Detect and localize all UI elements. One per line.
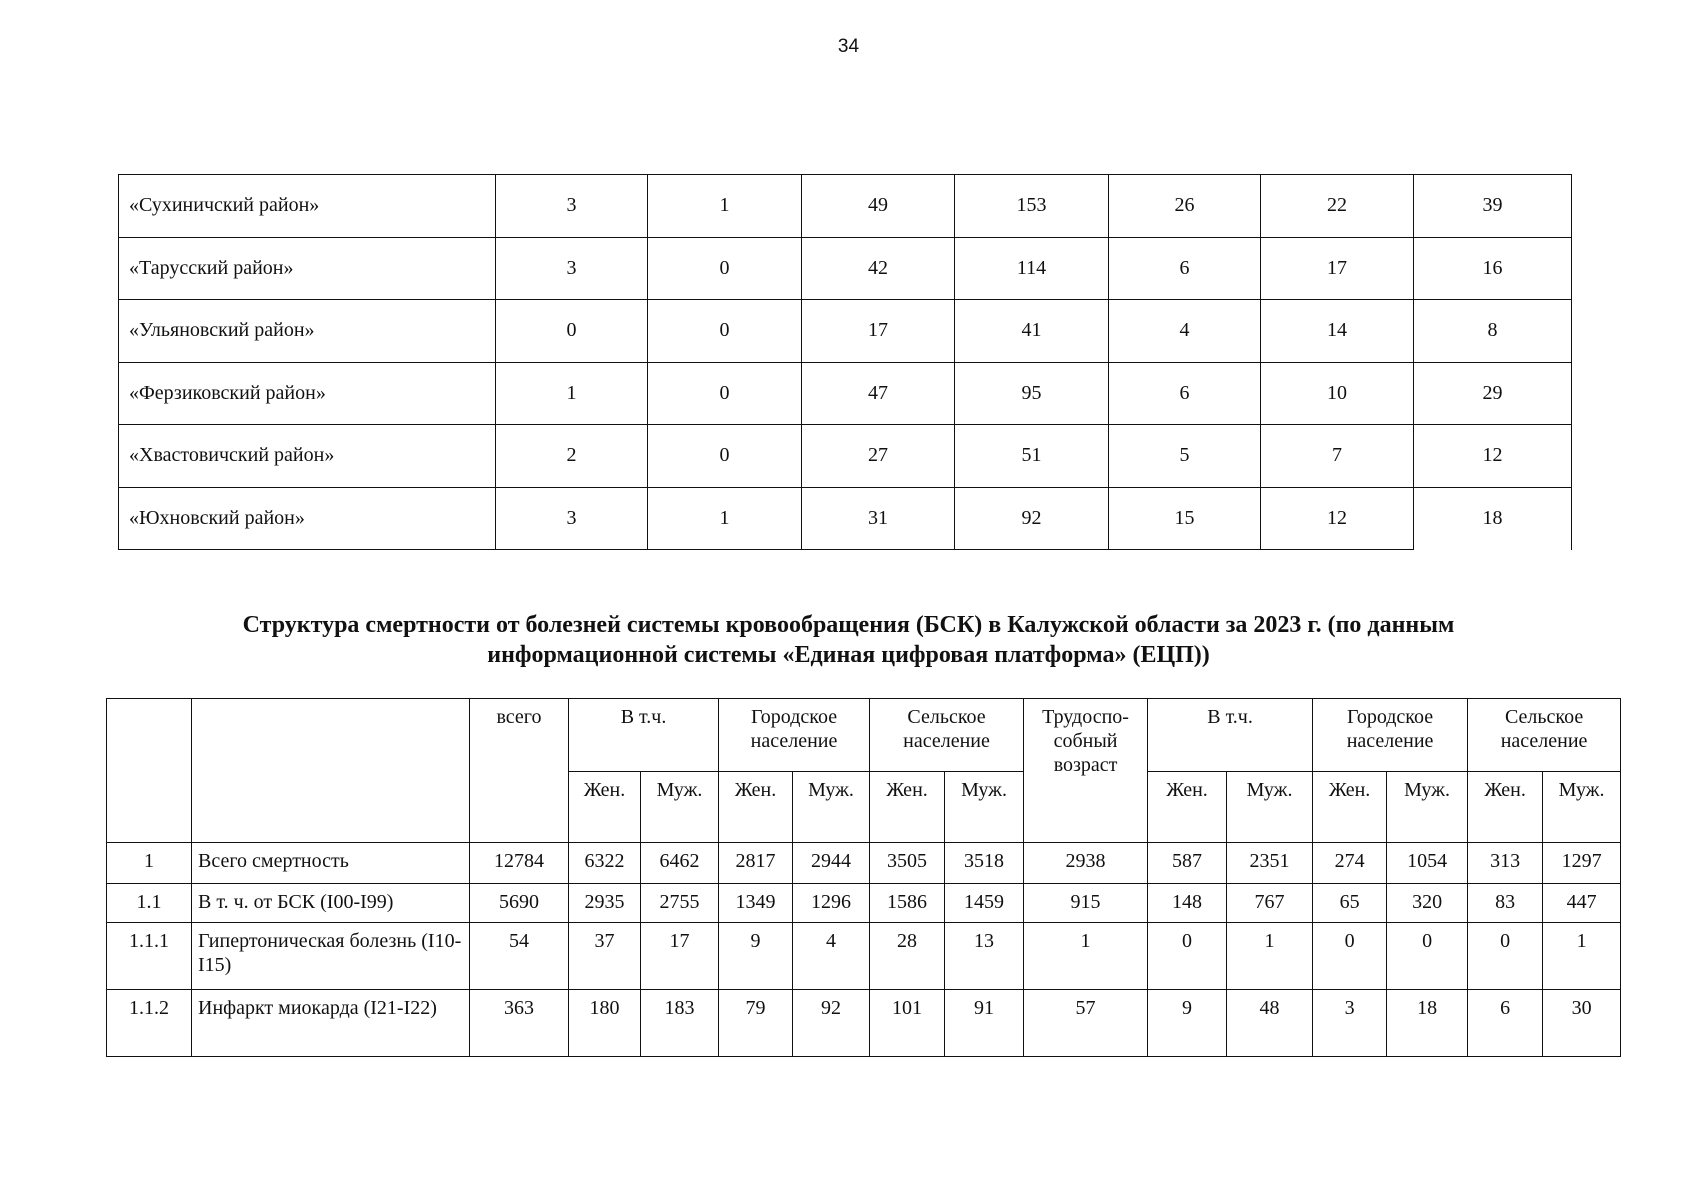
header-men: Муж. bbox=[1387, 772, 1468, 843]
row-label: Всего смертность bbox=[192, 843, 470, 884]
table-row bbox=[119, 300, 1572, 363]
header-men: Муж. bbox=[1227, 772, 1313, 843]
header-men: Муж. bbox=[641, 772, 719, 843]
table-row bbox=[107, 923, 1621, 990]
row-number: 1.1.2 bbox=[107, 990, 192, 1057]
header-men: Муж. bbox=[793, 772, 870, 843]
header-incl-2: В т.ч. bbox=[1148, 699, 1313, 772]
row-number: 1.1 bbox=[107, 884, 192, 923]
table-row bbox=[119, 175, 1572, 238]
table-cell: 12784 bbox=[470, 843, 569, 884]
header-women: Жен. bbox=[1468, 772, 1543, 843]
table-cell: 0 bbox=[496, 300, 648, 363]
table-cell: 0 bbox=[648, 425, 802, 488]
table-cell: 1 bbox=[1227, 923, 1313, 990]
header-women: Жен. bbox=[1313, 772, 1387, 843]
table-cell: 51 bbox=[955, 425, 1109, 488]
table-cell: 3 bbox=[1313, 990, 1387, 1057]
table-cell: 153 bbox=[955, 175, 1109, 238]
district-name: «Ульяновский район» bbox=[119, 300, 496, 363]
table-row bbox=[107, 843, 1621, 884]
table-cell: 183 bbox=[641, 990, 719, 1057]
table-cell: 26 bbox=[1109, 175, 1261, 238]
table-cell: 1 bbox=[1543, 923, 1621, 990]
table-cell: 4 bbox=[1109, 300, 1261, 363]
header-empty-num bbox=[107, 699, 192, 843]
header-women: Жен. bbox=[1148, 772, 1227, 843]
district-table bbox=[118, 174, 1572, 550]
table-cell: 180 bbox=[569, 990, 641, 1057]
table-cell: 12 bbox=[1414, 425, 1572, 488]
table-row bbox=[119, 487, 1572, 550]
table-cell: 0 bbox=[1468, 923, 1543, 990]
title-line-1: Структура смертности от болезней системы кровообращения (БСК) в Калужской области за 2023 г. (по данным bbox=[242, 612, 1455, 638]
table-cell: 27 bbox=[802, 425, 955, 488]
header-total: всего bbox=[470, 699, 569, 843]
table-cell: 3 bbox=[496, 175, 648, 238]
district-name: «Юхновский район» bbox=[119, 487, 496, 550]
table-cell: 363 bbox=[470, 990, 569, 1057]
table-cell: 6322 bbox=[569, 843, 641, 884]
table-cell: 17 bbox=[1261, 237, 1414, 300]
table-cell: 0 bbox=[648, 237, 802, 300]
table-cell: 0 bbox=[648, 300, 802, 363]
header-incl: В т.ч. bbox=[569, 699, 719, 772]
table-row bbox=[107, 884, 1621, 923]
table-cell: 54 bbox=[470, 923, 569, 990]
table-cell: 48 bbox=[1227, 990, 1313, 1057]
table-cell: 0 bbox=[1313, 923, 1387, 990]
table-cell: 47 bbox=[802, 362, 955, 425]
table-cell: 1 bbox=[496, 362, 648, 425]
table-cell: 274 bbox=[1313, 843, 1387, 884]
row-number: 1 bbox=[107, 843, 192, 884]
table-cell: 0 bbox=[648, 362, 802, 425]
table-cell: 29 bbox=[1414, 362, 1572, 425]
row-label: Гипертоническая болезнь (I10-I15) bbox=[192, 923, 470, 990]
table-cell: 8 bbox=[1414, 300, 1572, 363]
table-cell: 15 bbox=[1109, 487, 1261, 550]
table-cell: 6 bbox=[1468, 990, 1543, 1057]
table-cell: 49 bbox=[802, 175, 955, 238]
table-cell: 9 bbox=[719, 923, 793, 990]
table-cell: 2351 bbox=[1227, 843, 1313, 884]
table-cell: 148 bbox=[1148, 884, 1227, 923]
table-cell: 2944 bbox=[793, 843, 870, 884]
district-name: «Хвастовичский район» bbox=[119, 425, 496, 488]
table-cell: 12 bbox=[1261, 487, 1414, 550]
header-urban-2: Городское население bbox=[1313, 699, 1468, 772]
header-working-age: Трудоспо-собный возраст bbox=[1024, 699, 1148, 843]
table-cell: 14 bbox=[1261, 300, 1414, 363]
table-cell: 10 bbox=[1261, 362, 1414, 425]
table-cell: 1349 bbox=[719, 884, 793, 923]
district-name: «Сухиничский район» bbox=[119, 175, 496, 238]
table-cell: 1 bbox=[648, 175, 802, 238]
header-women: Жен. bbox=[719, 772, 793, 843]
table-cell: 17 bbox=[641, 923, 719, 990]
table-cell: 447 bbox=[1543, 884, 1621, 923]
table-cell: 95 bbox=[955, 362, 1109, 425]
table-cell: 6 bbox=[1109, 237, 1261, 300]
header-women: Жен. bbox=[569, 772, 641, 843]
table-cell: 320 bbox=[1387, 884, 1468, 923]
table-cell: 3 bbox=[496, 487, 648, 550]
table-cell: 37 bbox=[569, 923, 641, 990]
table-cell: 5690 bbox=[470, 884, 569, 923]
row-label: В т. ч. от БСК (I00-I99) bbox=[192, 884, 470, 923]
row-number: 1.1.1 bbox=[107, 923, 192, 990]
table-row bbox=[107, 990, 1621, 1057]
table-cell: 1586 bbox=[870, 884, 945, 923]
table-cell: 30 bbox=[1543, 990, 1621, 1057]
table-cell: 92 bbox=[955, 487, 1109, 550]
district-name: «Тарусский район» bbox=[119, 237, 496, 300]
table-cell: 2935 bbox=[569, 884, 641, 923]
table-cell: 18 bbox=[1414, 487, 1572, 550]
table-cell: 587 bbox=[1148, 843, 1227, 884]
header-urban: Городское население bbox=[719, 699, 870, 772]
table-cell: 13 bbox=[945, 923, 1024, 990]
table-cell: 1054 bbox=[1387, 843, 1468, 884]
table-cell: 313 bbox=[1468, 843, 1543, 884]
table-cell: 79 bbox=[719, 990, 793, 1057]
table-cell: 91 bbox=[945, 990, 1024, 1057]
table-cell: 2 bbox=[496, 425, 648, 488]
table-cell: 0 bbox=[1387, 923, 1468, 990]
mortality-table bbox=[106, 698, 1621, 1057]
district-name: «Ферзиковский район» bbox=[119, 362, 496, 425]
table-cell: 2817 bbox=[719, 843, 793, 884]
table-cell: 1459 bbox=[945, 884, 1024, 923]
table-cell: 101 bbox=[870, 990, 945, 1057]
table-row bbox=[119, 362, 1572, 425]
table-cell: 28 bbox=[870, 923, 945, 990]
table-cell: 1 bbox=[648, 487, 802, 550]
table-cell: 1297 bbox=[1543, 843, 1621, 884]
table-cell: 915 bbox=[1024, 884, 1148, 923]
header-women: Жен. bbox=[870, 772, 945, 843]
table-cell: 41 bbox=[955, 300, 1109, 363]
table-cell: 767 bbox=[1227, 884, 1313, 923]
header-rural: Сельское население bbox=[870, 699, 1024, 772]
table-cell: 17 bbox=[802, 300, 955, 363]
table-cell: 2938 bbox=[1024, 843, 1148, 884]
table-row bbox=[119, 425, 1572, 488]
table-cell: 42 bbox=[802, 237, 955, 300]
table-cell: 2755 bbox=[641, 884, 719, 923]
table-cell: 6 bbox=[1109, 362, 1261, 425]
table-cell: 114 bbox=[955, 237, 1109, 300]
title-line-2: информационной системы «Единая цифровая платформа» (ЕЦП)) bbox=[487, 642, 1210, 668]
header-men: Муж. bbox=[1543, 772, 1621, 843]
table-cell: 83 bbox=[1468, 884, 1543, 923]
table-cell: 9 bbox=[1148, 990, 1227, 1057]
table-cell: 3 bbox=[496, 237, 648, 300]
table-cell: 31 bbox=[802, 487, 955, 550]
table-cell: 16 bbox=[1414, 237, 1572, 300]
table-cell: 4 bbox=[793, 923, 870, 990]
table-cell: 18 bbox=[1387, 990, 1468, 1057]
table-cell: 22 bbox=[1261, 175, 1414, 238]
header-rural-2: Сельское население bbox=[1468, 699, 1621, 772]
table-cell: 7 bbox=[1261, 425, 1414, 488]
header-empty-name bbox=[192, 699, 470, 843]
table-cell: 92 bbox=[793, 990, 870, 1057]
table-cell: 65 bbox=[1313, 884, 1387, 923]
row-label: Инфаркт миокарда (I21-I22) bbox=[192, 990, 470, 1057]
table-cell: 57 bbox=[1024, 990, 1148, 1057]
table-cell: 1 bbox=[1024, 923, 1148, 990]
table-cell: 6462 bbox=[641, 843, 719, 884]
table-cell: 1296 bbox=[793, 884, 870, 923]
table-cell: 5 bbox=[1109, 425, 1261, 488]
table-title bbox=[0, 610, 1697, 670]
table-cell: 39 bbox=[1414, 175, 1572, 238]
page-number: 34 bbox=[837, 36, 860, 57]
header-men: Муж. bbox=[945, 772, 1024, 843]
table-cell: 3518 bbox=[945, 843, 1024, 884]
table-row bbox=[119, 237, 1572, 300]
table-cell: 3505 bbox=[870, 843, 945, 884]
table-cell: 0 bbox=[1148, 923, 1227, 990]
